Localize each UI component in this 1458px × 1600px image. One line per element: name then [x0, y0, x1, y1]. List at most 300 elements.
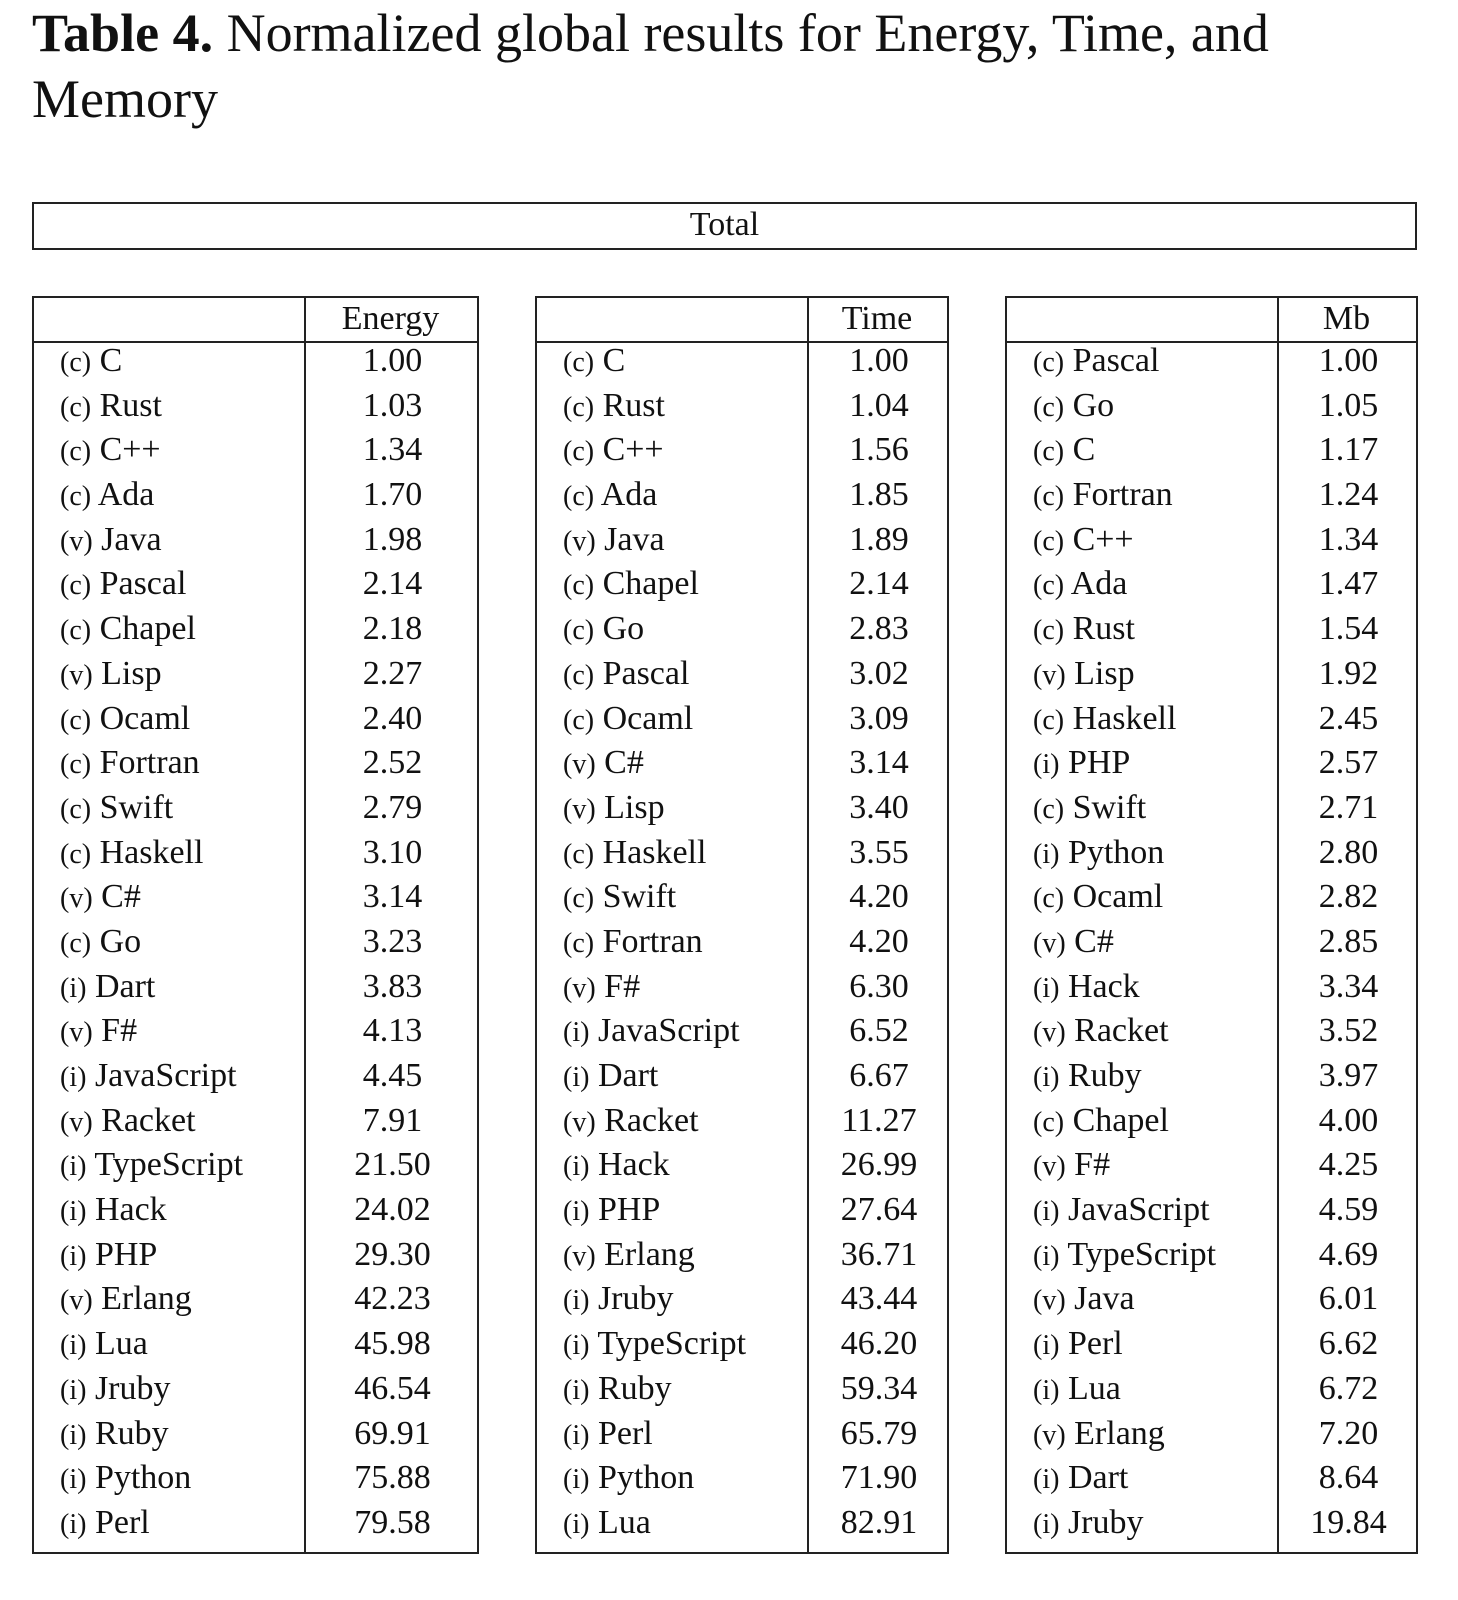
table-row — [1007, 741, 1416, 786]
table-row — [537, 1412, 947, 1457]
language-type-tag: (c) — [563, 927, 595, 959]
language-cell — [60, 1322, 148, 1368]
language-type-tag: (c) — [60, 615, 92, 647]
language-cell — [1033, 339, 1159, 385]
language-name: Ocaml — [99, 699, 191, 737]
language-type-tag: (i) — [563, 1374, 590, 1406]
language-cell — [60, 1099, 196, 1145]
language-cell — [1033, 1143, 1110, 1189]
language-cell — [1033, 741, 1130, 787]
language-cell — [563, 1367, 672, 1413]
table-row — [537, 920, 947, 965]
language-cell — [563, 518, 665, 564]
language-cell — [563, 741, 644, 787]
value-cell: 2.85 — [1318, 922, 1379, 960]
language-type-tag: (v) — [1033, 1017, 1066, 1049]
memory-column-header: Mb — [1322, 300, 1371, 337]
value-cell: 6.62 — [1318, 1325, 1379, 1363]
value-cell: 1.47 — [1318, 565, 1379, 603]
language-type-tag: (c) — [60, 347, 92, 378]
language-type-tag: (v) — [60, 1285, 93, 1317]
language-type-tag: (v) — [1033, 1151, 1066, 1183]
language-cell — [1033, 1054, 1142, 1100]
energy-table — [32, 296, 479, 1554]
language-cell — [563, 920, 703, 966]
value-cell: 2.57 — [1318, 744, 1379, 782]
language-type-tag: (c) — [1033, 570, 1065, 602]
language-type-tag: (i) — [563, 1062, 590, 1093]
value-cell: 1.70 — [362, 476, 423, 514]
table-row — [1007, 875, 1416, 920]
language-type-tag: (i) — [563, 1330, 590, 1362]
language-type-tag: (c) — [563, 436, 595, 468]
language-type-tag: (i) — [1033, 1240, 1060, 1272]
language-name: Hack — [597, 1146, 670, 1184]
language-name: JavaScript — [1067, 1191, 1210, 1229]
language-type-tag: (v) — [563, 1240, 596, 1272]
language-name: JavaScript — [94, 1057, 237, 1094]
language-cell — [60, 741, 200, 787]
language-name: Haskell — [99, 833, 204, 871]
table-row — [1007, 428, 1416, 473]
value-cell: 71.90 — [840, 1459, 918, 1497]
language-name: Haskell — [602, 833, 707, 871]
language-cell — [1033, 697, 1176, 743]
language-name: Fortran — [99, 744, 200, 782]
language-cell — [60, 920, 141, 966]
language-name: F# — [101, 1012, 138, 1050]
value-cell: 26.99 — [840, 1146, 918, 1184]
language-name: C — [602, 342, 626, 379]
table-row — [1007, 1412, 1416, 1457]
table-row — [34, 920, 477, 965]
table-row — [537, 1233, 947, 1278]
table-row — [1007, 697, 1416, 742]
language-cell — [1033, 384, 1114, 430]
language-cell — [1033, 562, 1127, 608]
language-type-tag: (c) — [1033, 793, 1065, 825]
value-cell: 8.64 — [1318, 1459, 1379, 1497]
language-name: Erlang — [101, 1280, 192, 1318]
table-row — [1007, 1099, 1416, 1144]
value-cell: 1.00 — [362, 342, 423, 379]
language-name: Fortran — [1072, 476, 1173, 514]
language-cell — [60, 518, 162, 564]
language-type-tag: (i) — [563, 1196, 590, 1228]
language-name: C++ — [99, 431, 161, 469]
language-type-tag: (c) — [1033, 481, 1065, 513]
language-type-tag: (v) — [1033, 659, 1066, 691]
value-cell: 42.23 — [354, 1280, 431, 1318]
language-name: Erlang — [604, 1235, 695, 1273]
table-row — [537, 562, 947, 607]
language-cell — [1033, 1322, 1123, 1368]
table-row — [1007, 786, 1416, 831]
table-row — [1007, 1501, 1416, 1546]
language-cell — [60, 607, 196, 653]
value-cell: 7.20 — [1318, 1414, 1379, 1452]
language-cell — [563, 697, 693, 743]
language-cell — [563, 1009, 740, 1055]
value-cell: 1.00 — [849, 342, 909, 379]
table-row — [537, 1188, 947, 1233]
language-type-tag: (v) — [60, 883, 93, 915]
table-row — [537, 652, 947, 697]
table-row — [34, 428, 477, 473]
language-type-tag: (c) — [563, 347, 595, 378]
value-cell: 3.10 — [362, 833, 423, 871]
language-type-tag: (v) — [1033, 927, 1066, 959]
table-row — [1007, 1143, 1416, 1188]
table-row — [1007, 562, 1416, 607]
language-type-tag: (c) — [563, 391, 595, 423]
language-type-tag: (i) — [60, 1240, 87, 1272]
language-cell — [1033, 875, 1163, 921]
language-cell — [60, 562, 186, 608]
value-cell: 43.44 — [840, 1280, 918, 1318]
table-row — [34, 1277, 477, 1322]
table-row — [34, 831, 477, 876]
language-name: JavaScript — [597, 1012, 740, 1050]
table-row — [34, 1054, 477, 1099]
language-name: Hack — [94, 1191, 167, 1229]
value-cell: 1.17 — [1318, 431, 1379, 469]
language-type-tag: (c) — [563, 883, 595, 915]
language-name: Java — [1074, 1280, 1135, 1318]
table-row — [34, 1501, 477, 1546]
language-type-tag: (c) — [60, 927, 92, 959]
language-name: Jruby — [94, 1369, 171, 1407]
table-row — [1007, 831, 1416, 876]
table-row — [1007, 339, 1416, 384]
language-type-tag: (i) — [60, 1151, 87, 1183]
language-cell — [563, 1277, 674, 1323]
language-name: C — [99, 342, 123, 379]
language-type-tag: (c) — [60, 749, 92, 781]
language-type-tag: (c) — [60, 704, 92, 736]
caption-text: Normalized global results for Energy, Time, and Memory — [32, 3, 1269, 129]
table-row — [537, 741, 947, 786]
language-type-tag: (v) — [60, 659, 93, 691]
value-cell: 1.92 — [1318, 654, 1379, 692]
table-row — [34, 741, 477, 786]
language-cell — [60, 1456, 191, 1502]
language-type-tag: (i) — [60, 1374, 87, 1406]
value-cell: 2.45 — [1318, 699, 1379, 737]
language-name: Perl — [1067, 1325, 1123, 1363]
value-cell: 6.67 — [849, 1057, 909, 1094]
value-cell: 2.40 — [362, 699, 423, 737]
value-cell: 7.91 — [362, 1101, 423, 1139]
language-name: Perl — [597, 1414, 653, 1452]
language-name: Python — [597, 1459, 695, 1497]
language-type-tag: (c) — [1033, 347, 1065, 378]
value-cell: 1.00 — [1318, 342, 1379, 379]
language-cell — [60, 1009, 137, 1055]
language-name: Ada — [97, 476, 155, 514]
language-name: C# — [1074, 922, 1114, 960]
table-row — [1007, 652, 1416, 697]
value-cell: 59.34 — [840, 1369, 918, 1407]
table-row — [537, 1322, 947, 1367]
value-cell: 1.85 — [849, 476, 909, 514]
value-cell: 3.55 — [849, 833, 909, 871]
value-cell: 2.14 — [362, 565, 423, 603]
language-cell — [563, 428, 664, 474]
table-row — [34, 652, 477, 697]
language-name: Perl — [94, 1503, 150, 1541]
value-cell: 6.01 — [1318, 1280, 1379, 1318]
language-cell — [1033, 831, 1164, 877]
value-cell: 4.69 — [1318, 1235, 1379, 1273]
language-type-tag: (i) — [60, 1508, 87, 1540]
language-type-tag: (i) — [563, 1151, 590, 1183]
table-row — [537, 607, 947, 652]
table-row — [1007, 1322, 1416, 1367]
language-type-tag: (i) — [563, 1017, 590, 1049]
language-name: Go — [99, 922, 142, 960]
language-cell — [1033, 652, 1135, 698]
language-cell — [1033, 1233, 1216, 1279]
time-table — [535, 296, 949, 1554]
language-cell — [1033, 1456, 1128, 1502]
language-name: Lua — [597, 1503, 651, 1541]
table-row — [1007, 1277, 1416, 1322]
value-cell: 1.34 — [362, 431, 423, 469]
language-name: F# — [1074, 1146, 1111, 1184]
language-cell — [1033, 1277, 1135, 1323]
language-name: PHP — [597, 1191, 661, 1229]
language-cell — [60, 965, 155, 1011]
language-name: Pascal — [99, 565, 187, 603]
language-cell — [1033, 1367, 1121, 1413]
value-cell: 4.20 — [849, 922, 909, 960]
language-type-tag: (v) — [563, 1106, 596, 1138]
table-row — [537, 786, 947, 831]
language-type-tag: (c) — [1033, 615, 1065, 647]
table-row — [34, 1322, 477, 1367]
language-name: Rust — [1072, 610, 1135, 648]
value-cell: 2.71 — [1318, 788, 1379, 826]
language-cell — [60, 652, 162, 698]
value-cell: 79.58 — [354, 1503, 431, 1541]
language-cell — [1033, 965, 1140, 1011]
language-name: Rust — [99, 386, 162, 424]
language-type-tag: (i) — [1033, 1196, 1060, 1228]
language-type-tag: (i) — [60, 1464, 87, 1496]
value-cell: 69.91 — [354, 1414, 431, 1452]
language-type-tag: (i) — [1033, 838, 1060, 870]
language-cell — [1033, 1009, 1169, 1055]
language-cell — [60, 1367, 171, 1413]
language-name: TypeScript — [597, 1325, 747, 1363]
language-type-tag: (c) — [563, 615, 595, 647]
language-name: Python — [94, 1459, 192, 1497]
table-row — [537, 1277, 947, 1322]
language-name: Racket — [1074, 1012, 1169, 1050]
value-cell: 1.54 — [1318, 610, 1379, 648]
language-type-tag: (c) — [563, 659, 595, 691]
language-cell — [60, 473, 154, 519]
language-name: Haskell — [1072, 699, 1177, 737]
value-cell: 2.18 — [362, 610, 423, 648]
language-type-tag: (c) — [60, 436, 92, 468]
language-type-tag: (i) — [1033, 749, 1060, 781]
language-type-tag: (i) — [1033, 1062, 1060, 1093]
value-cell: 1.34 — [1318, 520, 1379, 558]
total-header: Total — [32, 202, 1417, 250]
language-name: Rust — [602, 386, 665, 424]
table-row — [537, 697, 947, 742]
value-cell: 1.89 — [849, 520, 909, 558]
language-name: Go — [602, 610, 645, 648]
language-type-tag: (c) — [563, 481, 595, 513]
language-cell — [563, 875, 676, 921]
language-name: Dart — [597, 1057, 659, 1094]
language-name: Hack — [1067, 967, 1140, 1005]
table-row — [34, 875, 477, 920]
table-row — [34, 473, 477, 518]
language-name: Fortran — [602, 922, 703, 960]
table-row — [34, 518, 477, 563]
language-type-tag: (v) — [1033, 1419, 1066, 1451]
table-row — [537, 1367, 947, 1412]
table-row — [34, 1143, 477, 1188]
value-cell: 75.88 — [354, 1459, 431, 1497]
language-name: C# — [604, 744, 644, 782]
value-cell: 2.52 — [362, 744, 423, 782]
language-cell — [60, 786, 173, 832]
language-name: Lisp — [101, 654, 162, 692]
language-cell — [563, 1322, 746, 1368]
language-type-tag: (i) — [1033, 1508, 1060, 1540]
value-cell: 2.83 — [849, 610, 909, 648]
table-row — [34, 384, 477, 429]
language-cell — [1033, 1188, 1210, 1234]
language-name: Python — [1067, 833, 1165, 871]
language-name: Ruby — [94, 1414, 169, 1452]
table-row — [34, 1099, 477, 1144]
value-cell: 4.45 — [362, 1057, 423, 1094]
language-name: Ocaml — [1072, 878, 1164, 916]
language-cell — [1033, 473, 1173, 519]
caption-label: Table 4. — [32, 3, 214, 63]
language-type-tag: (c) — [60, 391, 92, 423]
table-row — [1007, 607, 1416, 652]
table-row — [537, 1054, 947, 1099]
memory-table — [1005, 296, 1418, 1554]
value-cell: 3.97 — [1318, 1057, 1379, 1094]
language-type-tag: (i) — [1033, 1374, 1060, 1406]
language-cell — [60, 428, 161, 474]
table-row — [34, 1367, 477, 1412]
table-row — [1007, 384, 1416, 429]
language-cell — [60, 1412, 169, 1458]
table-row — [34, 786, 477, 831]
language-name: Ocaml — [602, 699, 694, 737]
table-row — [34, 562, 477, 607]
value-cell: 4.59 — [1318, 1191, 1379, 1229]
value-cell: 24.02 — [354, 1191, 431, 1229]
value-cell: 6.52 — [849, 1012, 909, 1050]
value-cell: 4.20 — [849, 878, 909, 916]
language-cell — [563, 339, 625, 385]
language-name: TypeScript — [1067, 1235, 1217, 1273]
language-type-tag: (c) — [563, 838, 595, 870]
table-row — [34, 1412, 477, 1457]
language-name: Lua — [94, 1325, 148, 1363]
language-name: Chapel — [1072, 1101, 1169, 1139]
language-cell — [60, 875, 141, 921]
language-name: C++ — [602, 431, 664, 469]
language-name: Chapel — [99, 610, 196, 648]
language-type-tag: (c) — [1033, 883, 1065, 915]
table-row — [1007, 1367, 1416, 1412]
language-name: Ruby — [597, 1369, 672, 1407]
language-cell — [1033, 1099, 1169, 1145]
language-name: Swift — [1072, 788, 1147, 826]
language-cell — [60, 1233, 157, 1279]
language-name: Ada — [1070, 565, 1128, 603]
language-type-tag: (c) — [1033, 391, 1065, 423]
language-name: PHP — [94, 1235, 158, 1273]
language-type-tag: (v) — [1033, 1285, 1066, 1317]
language-name: Ruby — [1067, 1057, 1142, 1094]
language-cell — [563, 786, 665, 832]
language-name: Lisp — [1074, 654, 1135, 692]
value-cell: 3.34 — [1318, 967, 1379, 1005]
language-cell — [60, 384, 162, 430]
table-row — [537, 1456, 947, 1501]
language-type-tag: (i) — [1033, 1330, 1060, 1362]
value-cell: 3.02 — [849, 654, 909, 692]
value-cell: 3.83 — [362, 967, 423, 1005]
language-cell — [1033, 1501, 1144, 1547]
language-type-tag: (v) — [563, 749, 596, 781]
language-type-tag: (i) — [60, 1419, 87, 1451]
value-cell: 2.80 — [1318, 833, 1379, 871]
language-type-tag: (i) — [60, 1330, 87, 1362]
table-row — [1007, 473, 1416, 518]
language-type-tag: (c) — [563, 704, 595, 736]
language-cell — [563, 473, 657, 519]
language-cell — [1033, 920, 1114, 966]
language-type-tag: (c) — [60, 838, 92, 870]
table-row — [537, 1099, 947, 1144]
value-cell: 2.27 — [362, 654, 423, 692]
language-type-tag: (c) — [1033, 704, 1065, 736]
language-name: Pascal — [1072, 342, 1160, 379]
language-cell — [60, 1277, 192, 1323]
language-type-tag: (v) — [563, 793, 596, 825]
language-cell — [60, 339, 122, 385]
value-cell: 2.82 — [1318, 878, 1379, 916]
value-cell: 36.71 — [840, 1235, 918, 1273]
value-cell: 3.14 — [849, 744, 909, 782]
language-cell — [60, 1188, 167, 1234]
table-row — [34, 1233, 477, 1278]
value-cell: 1.03 — [362, 386, 423, 424]
value-cell: 19.84 — [1310, 1503, 1387, 1541]
language-cell — [1033, 786, 1146, 832]
value-cell: 4.00 — [1318, 1101, 1379, 1139]
value-cell: 2.14 — [849, 565, 909, 603]
table-caption — [32, 0, 1432, 132]
value-cell: 27.64 — [840, 1191, 918, 1229]
language-type-tag: (i) — [563, 1508, 590, 1540]
table-row — [537, 518, 947, 563]
language-name: Go — [1072, 386, 1115, 424]
